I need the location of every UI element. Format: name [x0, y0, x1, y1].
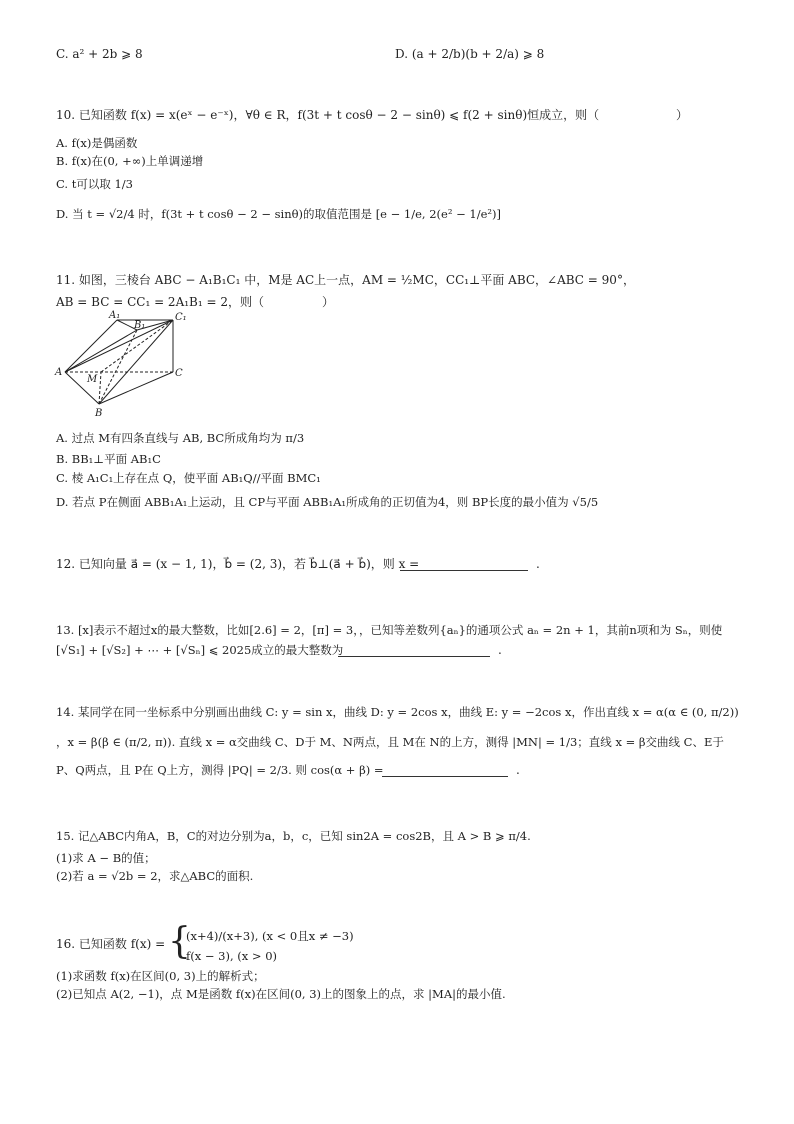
q11-option-d[interactable]: D. 若点 P在侧面 ABB₁A₁上运动，且 CP与平面 ABB₁A₁所成角的正切值为4，则 BP长度的最小值为 √5/5 [56, 495, 599, 509]
q11-option-a[interactable]: A. 过点 M有四条直线与 AB, BC所成角均为 π/3 [56, 431, 305, 445]
q13-line2: [√S₁] + [√S₂] + ⋯ + [√Sₙ] ⩽ 2025成立的最大整数为 [56, 643, 344, 657]
label-a: A [55, 367, 63, 378]
q14-line3: P、Q两点，且 P在 Q上方，测得 |PQ| = 2/3. 则 cos(α + β) = [56, 763, 384, 777]
q10-paren-close: ） [676, 108, 689, 122]
q9-option-d[interactable]: D. (a + 2/b)(b + 2/a) ⩾ 8 [395, 47, 545, 61]
edge-bc [99, 372, 173, 404]
q14-answer-blank[interactable] [382, 764, 508, 777]
q16-stem: 16. 已知函数 f(x) = [56, 937, 166, 951]
q11-stem-line2: AB = BC = CC₁ = 2A₁B₁ = 2，则（ [56, 295, 264, 309]
q9-option-c[interactable]: C. a² + 2b ⩾ 8 [56, 47, 143, 61]
segment-bm [99, 372, 101, 404]
q11-stem-line1: 11. 如图，三棱台 ABC − A₁B₁C₁ 中，M是 AC上一点，AM = ½MC，CC₁⊥平面 ABC，∠ABC = 90°， [56, 273, 635, 287]
q10-option-c[interactable]: C. t可以取 1/3 [56, 177, 133, 191]
q10-stem: 10. 已知函数 f(x) = x(eˣ − e⁻ˣ)，∀θ ∈ R，f(3t + t cosθ − 2 − sinθ) ⩽ f(2 + sinθ)恒成立，则（ [56, 108, 600, 122]
segment-ac1 [65, 320, 173, 372]
q11-option-b[interactable]: B. BB₁⊥平面 AB₁C [56, 452, 161, 466]
q16-brace: { [168, 921, 191, 962]
q16-case2: f(x − 3), (x > 0) [186, 949, 278, 963]
q10-option-a[interactable]: A. f(x)是偶函数 [56, 136, 138, 150]
q14-line2: ，x = β(β ∈ (π/2, π)). 直线 x = α交曲线 C、D于 M、N两点，且 M在 N的上方，测得 |MN| = 1/3；直线 x = β交曲线 C、E于 [56, 735, 724, 749]
frustum-figure [54, 308, 194, 420]
q12-stem: 12. 已知向量 a⃗ = (x − 1, 1)，b⃗ = (2, 3)，若 b⃗⊥(a⃗ + b⃗)，则 x = [56, 557, 420, 571]
q11-option-c[interactable]: C. 棱 A₁C₁上存在点 Q，使平面 AB₁Q//平面 BMC₁ [56, 471, 321, 485]
q14-line1: 14. 某同学在同一坐标系中分别画出曲线 C: y = sin x，曲线 D: y = 2cos x，曲线 E: y = −2cos x，作出直线 x = α(α ∈ (0, π/2)) [56, 705, 739, 719]
q15-part2: (2)若 a = √2b = 2，求△ABC的面积. [56, 869, 254, 883]
q15-stem: 15. 记△ABC内角A，B，C的对边分别为a，b，c，已知 sin2A = cos2B，且 A > B ⩾ π/4. [56, 829, 531, 843]
q14-tail: . [516, 763, 520, 777]
q16-part2: (2)已知点 A(2, −1)，点 M是函数 f(x)在区间(0, 3)上的图象上的点，求 |MA|的最小值. [56, 987, 506, 1001]
q11-paren-close: ） [322, 295, 335, 309]
label-c1: C₁ [175, 312, 187, 323]
q16-case1: (x+4)/(x+3), (x < 0且x ≠ −3) [186, 929, 354, 943]
label-m: M [87, 374, 98, 385]
q13-line1: 13. [x]表示不超过x的最大整数，比如[2.6] = 2，[π] = 3，，已知等差数列{aₙ}的通项公式 aₙ = 2n + 1，其前n项和为 Sₙ，则使 [56, 623, 723, 637]
q13-answer-blank[interactable] [338, 644, 490, 657]
q10-option-d[interactable]: D. 当 t = √2/4 时，f(3t + t cosθ − 2 − sinθ)的取值范围是 [e − 1/e, 2(e² − 1/e²)] [56, 207, 501, 221]
q16-part1: (1)求函数 f(x)在区间(0, 3)上的解析式； [56, 969, 265, 983]
q13-tail: . [498, 643, 502, 657]
label-b: B [95, 408, 103, 419]
q12-answer-blank[interactable] [400, 558, 528, 571]
label-b1: B₁ [134, 320, 146, 331]
q10-option-b[interactable]: B. f(x)在(0, +∞)上单调递增 [56, 154, 204, 168]
label-c: C [175, 368, 183, 379]
label-a1: A₁ [109, 310, 121, 321]
q12-tail: . [536, 557, 540, 571]
q15-part1: (1)求 A − B的值； [56, 851, 156, 865]
